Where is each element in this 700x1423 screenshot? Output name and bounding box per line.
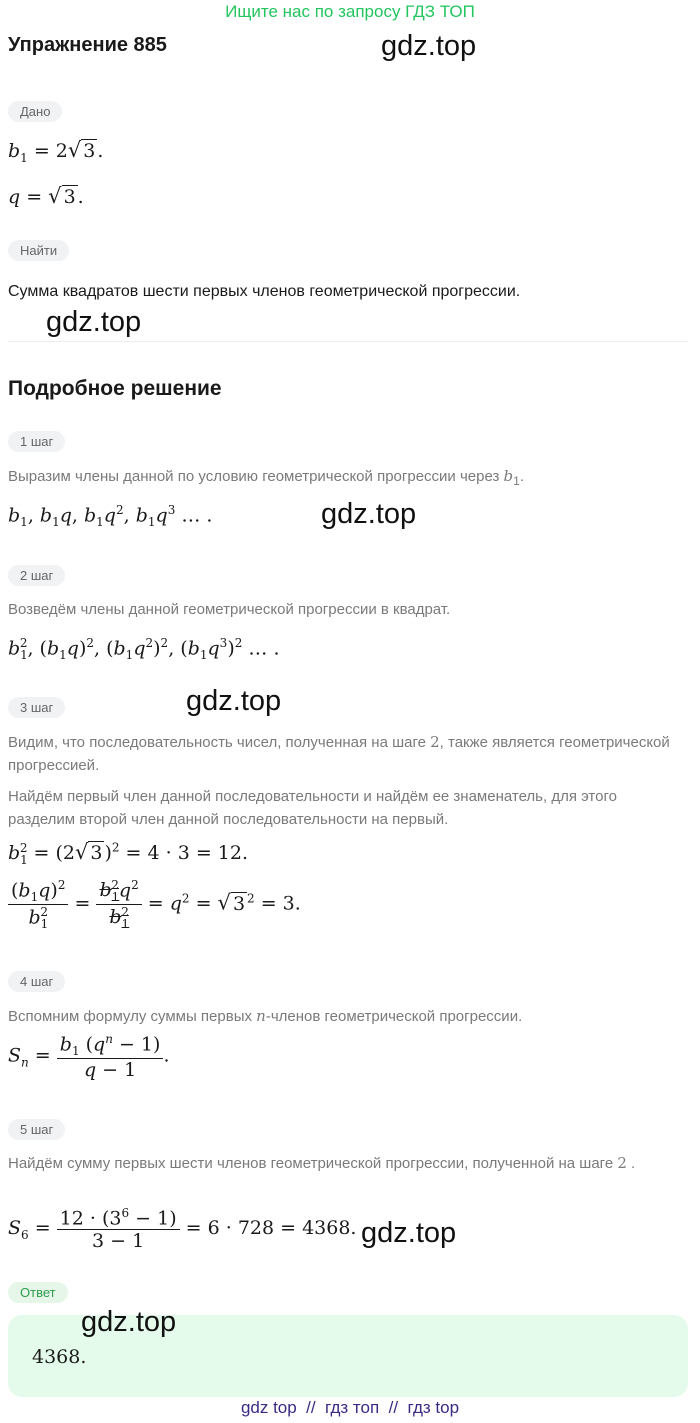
step-3-formula-1: $b_1^2 = (2√$ 3 )$^2$ = 4 · 3 = 12. bbox=[8, 840, 249, 867]
step-1-label: 1 шаг bbox=[8, 431, 65, 452]
step-4-formula: $S_n$ = $\frac{b_1 (q^n - 1)}{q - 1}$ . bbox=[8, 1032, 170, 1082]
step-4-label: 4 шаг bbox=[8, 971, 65, 992]
step-5-text: Найдём сумму первых шести членов геометрической прогрессии, полученной на шаге 2 . bbox=[8, 1154, 636, 1172]
step-5-label: 5 шаг bbox=[8, 1119, 65, 1140]
step-3-label: 3 шаг bbox=[8, 697, 65, 718]
watermark: gdz.top bbox=[361, 1217, 457, 1249]
watermark: gdz.top bbox=[381, 30, 477, 62]
watermark: gdz.top bbox=[81, 1306, 177, 1338]
solution-heading: Подробное решение bbox=[8, 377, 222, 400]
answer-value: 4368. bbox=[32, 1346, 87, 1368]
find-text: Сумма квадратов шести первых членов геометрической прогрессии. bbox=[8, 283, 521, 300]
step-4-text: Вспомним формулу суммы первых n-членов геометрической прогрессии. bbox=[8, 1007, 523, 1025]
step-2-label: 2 шаг bbox=[8, 565, 65, 586]
footer-links[interactable]: gdz top // гдз топ // гдз top bbox=[240, 1398, 460, 1417]
given-q-formula: q = √ 3 . bbox=[8, 184, 84, 208]
watermark: gdz.top bbox=[186, 685, 282, 717]
answer-label: Ответ bbox=[8, 1282, 68, 1303]
step-3-text: Видим, что последовательность чисел, полученная на шаге 2, также является геометрической прогрессией. bbox=[8, 733, 670, 774]
promo-banner: Ищите нас по запросу ГДЗ ТОП bbox=[225, 2, 475, 21]
step-5-formula: $S_6$ = $\frac{12 \cdot (3^6 - 1)}{3 - 1}$ = 6 · 728 = 4368. bbox=[8, 1206, 357, 1253]
step-3-text-2: Найдём первый член данной последовательности и найдём ее знаменатель, для этого разделим второй член данной последовательности на первый. bbox=[8, 788, 617, 828]
given-b1-formula: $b_1 = 2√$ 3 . bbox=[8, 138, 104, 165]
step-2-text: Возведём члены данной геометрической прогрессии в квадрат. bbox=[8, 601, 451, 618]
step-1-text: Выразим члены данной по условию геометрической прогрессии через $b_1$. bbox=[8, 467, 524, 488]
find-label: Найти bbox=[8, 240, 69, 261]
step-1-formula: $b_1$, $b_1q$, $b_1q^2$, $b_1q^3$ … . bbox=[8, 503, 213, 530]
watermark: gdz.top bbox=[321, 498, 417, 530]
watermark: gdz.top bbox=[46, 306, 142, 338]
page-title: Упражнение 885 bbox=[8, 34, 167, 56]
divider bbox=[8, 341, 688, 342]
step-3-formula-2: $\frac{(b_1q)^2}{b_1^2}$ = $\frac{b_1^2q^2}{b_1^2}$ = $q^2$ = √ 3 $^2$ = 3. bbox=[8, 878, 301, 931]
given-label: Дано bbox=[8, 101, 62, 122]
step-2-formula: $b_1^2$, $(b_1q)^2$, $(b_1q^2)^2$, $(b_1q^3)^2$ … . bbox=[8, 636, 280, 663]
